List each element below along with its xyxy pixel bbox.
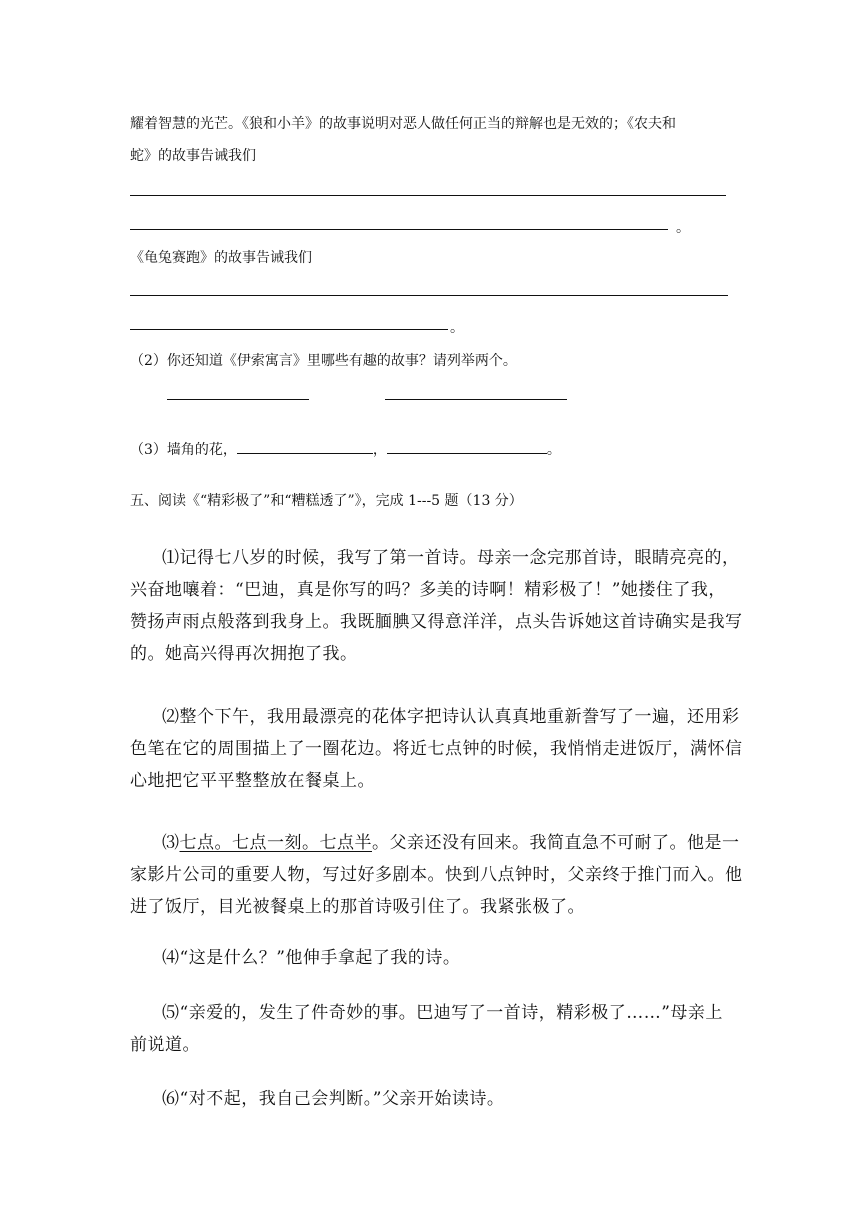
answer-line xyxy=(167,399,309,400)
period-mark: 。 xyxy=(546,442,561,458)
period-mark: 。 xyxy=(676,220,690,236)
paragraph-5-line2: 前说道。 xyxy=(130,1035,200,1055)
answer-line xyxy=(385,399,567,400)
answer-blank xyxy=(387,439,547,454)
section-5-heading: 五、阅读《“精彩极了”和“糟糕透了”》，完成 1---5 题（13 分） xyxy=(130,493,523,509)
paragraph-3-number: ⑶ xyxy=(162,833,180,853)
q4-intro-line2: 蛇》的故事告诫我们 xyxy=(130,148,256,164)
comma-mark: ， xyxy=(372,442,387,458)
question-4-2: （2）你还知道《伊索寓言》里哪些有趣的故事？请列举两个。 xyxy=(130,353,517,369)
period-mark: 。 xyxy=(450,320,464,336)
answer-line xyxy=(130,295,728,296)
paragraph-3-line1-rest: 。父亲还没有回来。我简直急不可耐了。他是一 xyxy=(372,833,740,853)
paragraph-3-line1 xyxy=(162,828,740,853)
answer-line xyxy=(130,329,448,330)
paragraph-3-line3: 进了饭厅，目光被餐桌上的那首诗吸引住了。我紧张极了。 xyxy=(130,897,585,917)
q4-intro-line3: 《龟兔赛跑》的故事告诫我们 xyxy=(130,250,312,266)
paragraph-2-line2: 色笔在它的周围描上了一圈花边。将近七点钟的时候，我悄悄走进饭厅，满怀信 xyxy=(130,739,743,759)
answer-line xyxy=(130,195,726,196)
answer-blank xyxy=(237,439,373,454)
q4-intro-line1: 耀着智慧的光芒。《狼和小羊》的故事说明对恶人做任何正当的辩解也是无效的；《农夫和 xyxy=(130,116,676,132)
paragraph-1-line2: 兴奋地嚷着：“巴迪，真是你写的吗？多美的诗啊！精彩极了！”她搂住了我， xyxy=(130,580,726,600)
paragraph-6-line1: ⑹“对不起，我自己会判断。”父亲开始读诗。 xyxy=(162,1089,505,1109)
question-4-3-prefix: （3）墙角的花， xyxy=(130,442,237,458)
paragraph-5-line1: ⑸“亲爱的，发生了件奇妙的事。巴迪写了一首诗，精彩极了……”母亲上 xyxy=(162,1003,723,1023)
paragraph-3-line2: 家影片公司的重要人物，写过好多剧本。快到八点钟时，父亲终于推门而入。他 xyxy=(130,865,743,885)
question-4-3 xyxy=(130,439,561,459)
paragraph-1-line1: ⑴记得七八岁的时候，我写了第一首诗。母亲一念完那首诗，眼睛亮亮的， xyxy=(162,548,740,568)
paragraph-4-line1: ⑷“这是什么？”他伸手拿起了我的诗。 xyxy=(162,948,461,968)
underlined-phrase: 七点。七点一刻。七点半 xyxy=(179,833,372,853)
paragraph-1-line3: 赞扬声雨点般落到我身上。我既腼腆又得意洋洋，点头告诉她这首诗确实是我写 xyxy=(130,612,743,632)
paragraph-2-line1: ⑵整个下午，我用最漂亮的花体字把诗认认真真地重新誊写了一遍，还用彩 xyxy=(162,707,740,727)
paragraph-1-line4: 的。她高兴得再次拥抱了我。 xyxy=(130,644,358,664)
paragraph-2-line3: 心地把它平平整整放在餐桌上。 xyxy=(130,771,375,791)
answer-line xyxy=(130,229,668,230)
